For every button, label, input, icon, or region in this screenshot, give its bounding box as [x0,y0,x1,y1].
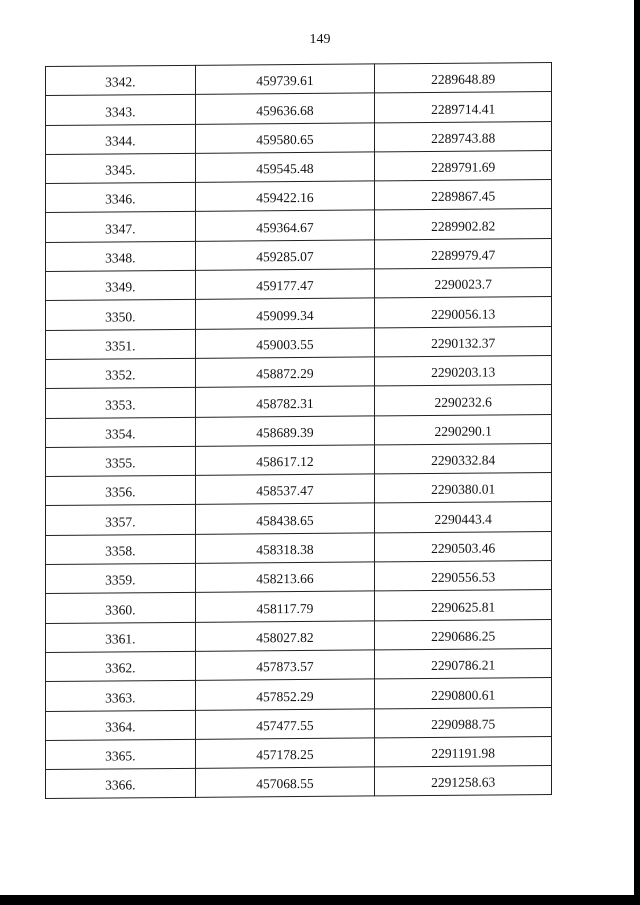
table-row [46,590,552,623]
x-coordinate-cell: 457873.57 [195,650,375,681]
table-row [46,648,552,681]
y-coordinate-cell: 2290686.25 [375,619,552,650]
row-index-cell: 3345. [46,153,196,183]
row-index-cell: 3347. [46,212,196,242]
table-row [46,619,552,652]
row-index-cell: 3359. [46,563,196,593]
row-index-cell: 3354. [46,417,196,447]
row-index-cell: 3342. [46,65,196,95]
x-coordinate-cell: 459545.48 [195,152,375,183]
x-coordinate-cell: 458318.38 [195,533,375,564]
row-index-cell: 3360. [46,593,196,623]
x-coordinate-cell: 459003.55 [195,328,375,359]
y-coordinate-cell: 2290203.13 [375,355,552,386]
table-row [46,502,552,535]
y-coordinate-cell: 2290056.13 [375,297,552,328]
row-index-cell: 3346. [46,183,196,213]
y-coordinate-cell: 2289714.41 [375,92,552,123]
row-index-cell: 3350. [46,300,196,330]
table-row [46,150,552,183]
table-row [46,443,552,476]
row-index-cell: 3351. [46,329,196,359]
x-coordinate-cell: 458438.65 [195,503,375,534]
y-coordinate-cell: 2290988.75 [375,707,552,738]
row-index-cell: 3343. [46,95,196,125]
x-coordinate-cell: 459177.47 [195,269,375,300]
y-coordinate-cell: 2289648.89 [375,63,552,94]
table-row [46,766,552,799]
x-coordinate-cell: 459099.34 [195,298,375,329]
y-coordinate-cell: 2289902.82 [375,209,552,240]
x-coordinate-cell: 458117.79 [195,591,375,622]
scan-edge-right [634,0,640,905]
x-coordinate-cell: 458872.29 [195,357,375,388]
x-coordinate-cell: 459636.68 [195,93,375,124]
y-coordinate-cell: 2290380.01 [375,473,552,504]
x-coordinate-cell: 459285.07 [195,240,375,271]
row-index-cell: 3352. [46,358,196,388]
y-coordinate-cell: 2290023.7 [375,268,552,299]
y-coordinate-cell: 2290443.4 [375,502,552,533]
row-index-cell: 3344. [46,124,196,154]
x-coordinate-cell: 458617.12 [195,445,375,476]
table-row [46,385,552,418]
x-coordinate-cell: 458782.31 [195,386,375,417]
y-coordinate-cell: 2290332.84 [375,443,552,474]
row-index-cell: 3358. [46,534,196,564]
x-coordinate-cell: 458537.47 [195,474,375,505]
y-coordinate-cell: 2290786.21 [375,648,552,679]
x-coordinate-cell: 459422.16 [195,181,375,212]
x-coordinate-cell: 457852.29 [195,679,375,710]
y-coordinate-cell: 2290556.53 [375,561,552,592]
y-coordinate-cell: 2289867.45 [375,180,552,211]
y-coordinate-cell: 2290232.6 [375,385,552,416]
x-coordinate-cell: 458689.39 [195,415,375,446]
table-row [46,209,552,242]
table-row [46,736,552,769]
table-row [46,268,552,301]
y-coordinate-cell: 2290625.81 [375,590,552,621]
x-coordinate-cell: 458027.82 [195,621,375,652]
table-row [46,707,552,740]
row-index-cell: 3361. [46,622,196,652]
table-row [46,678,552,711]
y-coordinate-cell: 2290132.37 [375,326,552,357]
row-index-cell: 3353. [46,388,196,418]
table-body [46,63,552,799]
y-coordinate-cell: 2290503.46 [375,531,552,562]
table-row [46,180,552,213]
row-index-cell: 3366. [46,768,196,798]
coordinates-table [45,62,552,799]
x-coordinate-cell: 457068.55 [195,767,375,798]
table-row [46,473,552,506]
row-index-cell: 3355. [46,446,196,476]
y-coordinate-cell: 2289743.88 [375,121,552,152]
table-row [46,238,552,271]
row-index-cell: 3357. [46,505,196,535]
y-coordinate-cell: 2290800.61 [375,678,552,709]
table-row [46,326,552,359]
table-row [46,92,552,125]
scan-edge-bottom [0,895,640,905]
x-coordinate-cell: 459364.67 [195,210,375,241]
y-coordinate-cell: 2291191.98 [375,736,552,767]
y-coordinate-cell: 2289979.47 [375,238,552,269]
x-coordinate-cell: 459580.65 [195,123,375,154]
row-index-cell: 3363. [46,681,196,711]
x-coordinate-cell: 458213.66 [195,562,375,593]
y-coordinate-cell: 2289791.69 [375,150,552,181]
table-row [46,414,552,447]
y-coordinate-cell: 2290290.1 [375,414,552,445]
table-row [46,355,552,388]
row-index-cell: 3348. [46,241,196,271]
x-coordinate-cell: 457477.55 [195,708,375,739]
table-row [46,121,552,154]
row-index-cell: 3356. [46,475,196,505]
x-coordinate-cell: 457178.25 [195,738,375,769]
y-coordinate-cell: 2291258.63 [375,766,552,797]
table-row [46,531,552,564]
row-index-cell: 3364. [46,710,196,740]
page-number: 149 [309,32,331,47]
row-index-cell: 3362. [46,651,196,681]
table-row [46,561,552,594]
table-row [46,63,552,96]
row-index-cell: 3365. [46,739,196,769]
table-row [46,297,552,330]
row-index-cell: 3349. [46,270,196,300]
x-coordinate-cell: 459739.61 [195,64,375,95]
